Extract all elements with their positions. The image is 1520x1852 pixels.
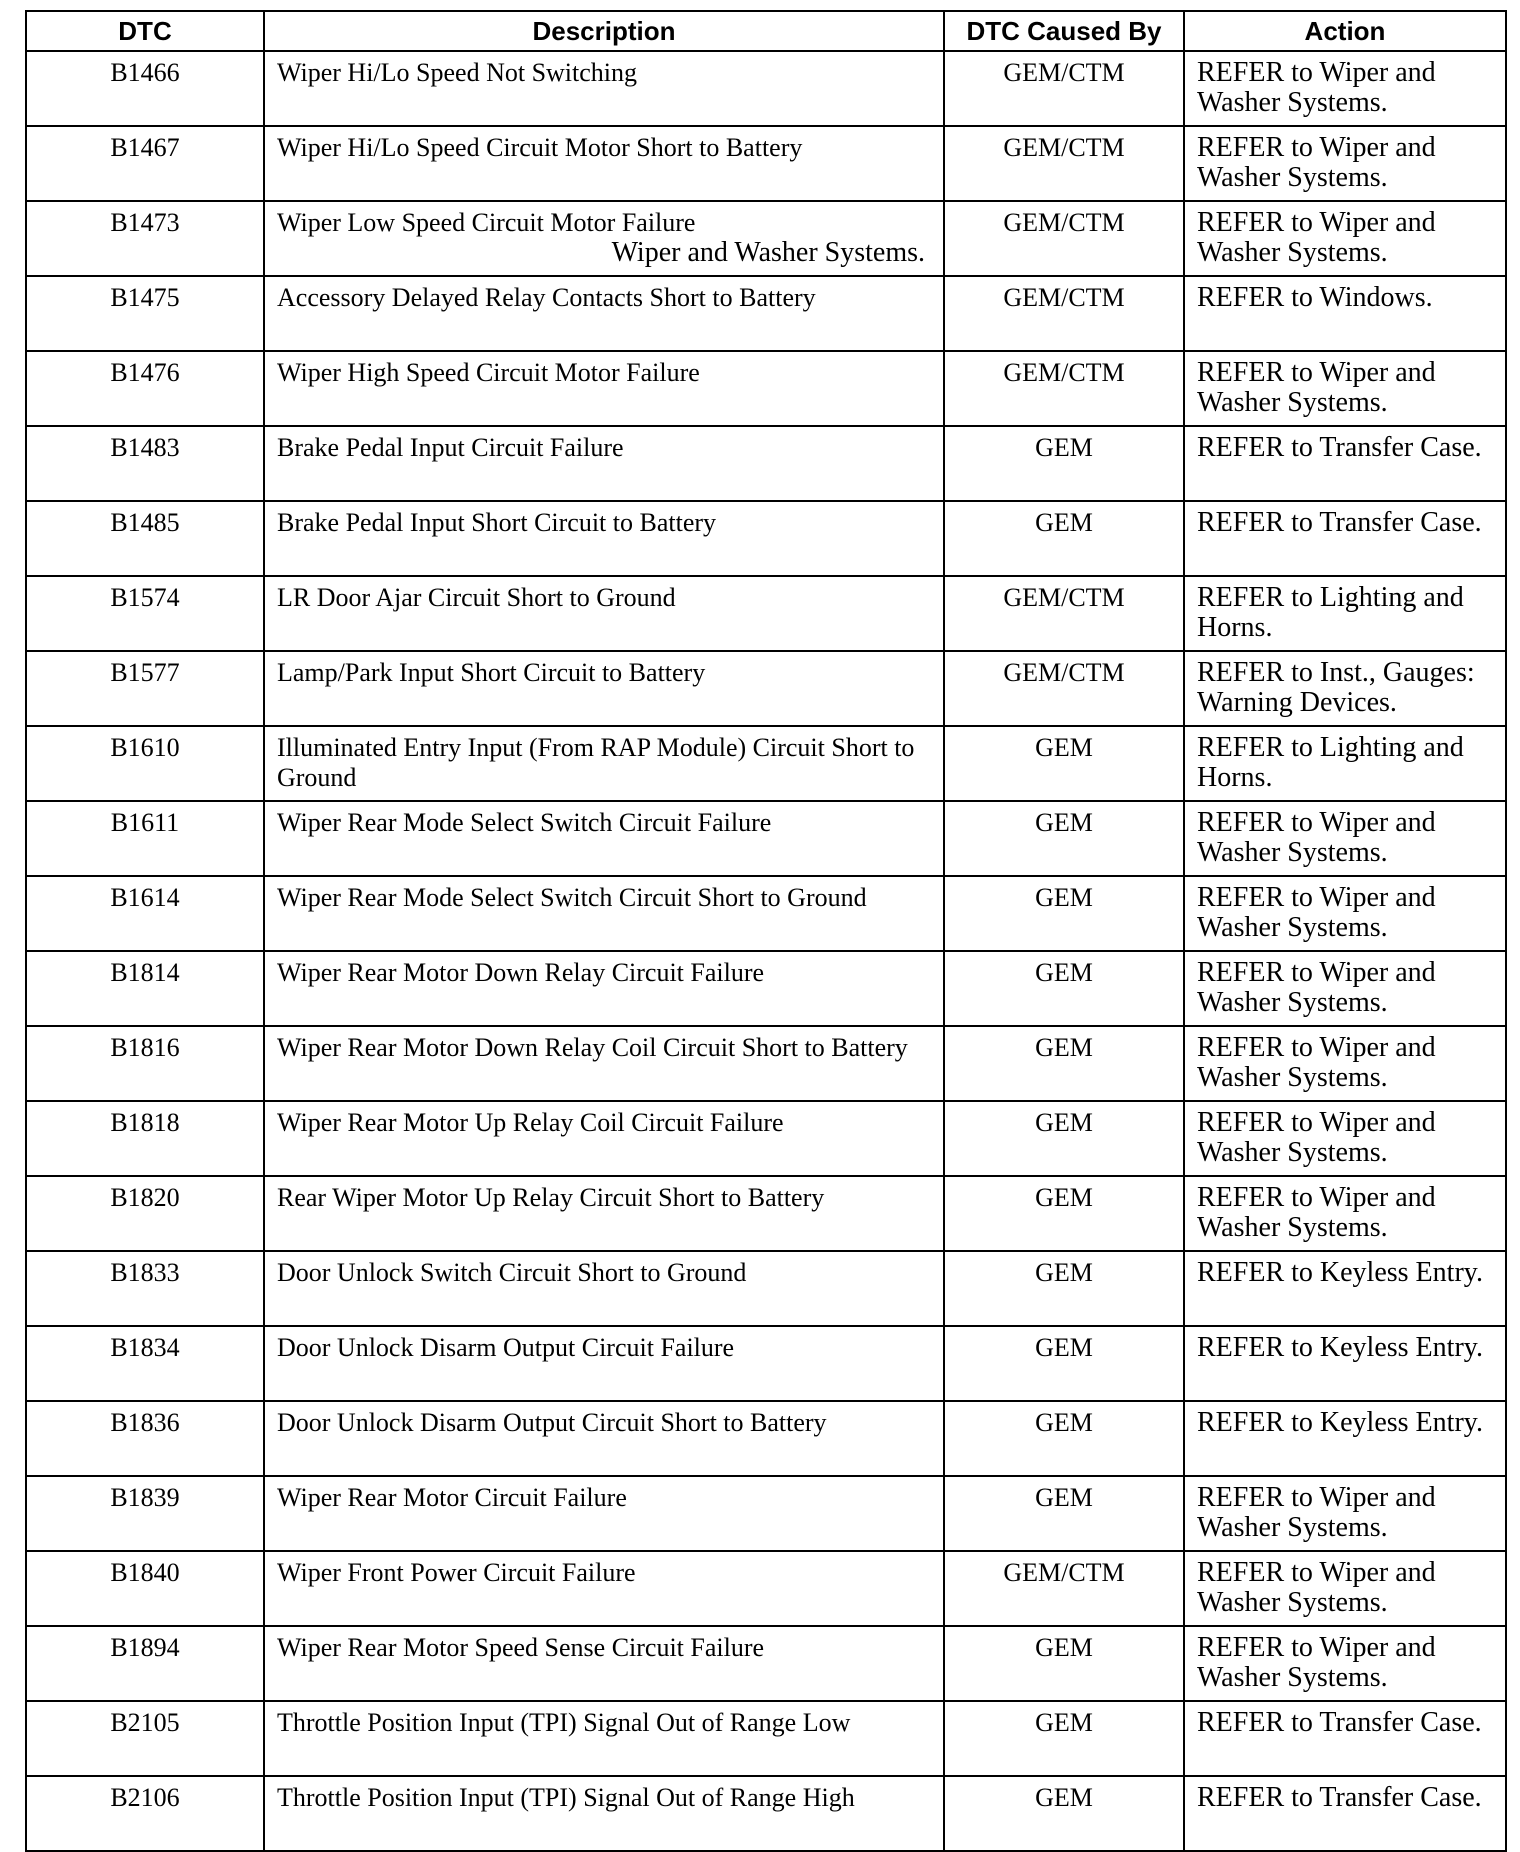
dtc-action <box>1184 1401 1506 1476</box>
dtc-description <box>264 276 944 351</box>
dtc-code <box>26 1476 264 1551</box>
dtc-action-text: REFER to Keyless Entry. <box>1197 1407 1483 1438</box>
table-row <box>26 426 1506 501</box>
dtc-code <box>26 201 264 276</box>
dtc-action <box>1184 951 1506 1026</box>
dtc-caused-by <box>944 126 1184 201</box>
dtc-caused-by <box>944 951 1184 1026</box>
dtc-description <box>264 1401 944 1476</box>
dtc-action <box>1184 126 1506 201</box>
dtc-caused-by-text: GEM <box>1035 1708 1093 1737</box>
dtc-caused-by <box>944 1326 1184 1401</box>
dtc-description <box>264 501 944 576</box>
dtc-description <box>264 651 944 726</box>
table-row <box>26 1251 1506 1326</box>
dtc-action-text: REFER to Wiper and Washer Systems. <box>1197 957 1436 1018</box>
dtc-code <box>26 1551 264 1626</box>
dtc-code <box>26 1176 264 1251</box>
dtc-description-text: Wiper High Speed Circuit Motor Failure <box>277 358 700 387</box>
dtc-caused-by-text: GEM <box>1035 508 1093 537</box>
dtc-caused-by-text: GEM/CTM <box>1003 58 1125 87</box>
dtc-description-text: Wiper Hi/Lo Speed Circuit Motor Short to Battery <box>277 133 803 162</box>
dtc-caused-by <box>944 276 1184 351</box>
dtc-caused-by <box>944 801 1184 876</box>
dtc-caused-by <box>944 1476 1184 1551</box>
dtc-action-text: REFER to Wiper and Washer Systems. <box>1197 807 1436 868</box>
dtc-code <box>26 726 264 801</box>
dtc-action-text: REFER to Wiper and Washer Systems. <box>1197 1482 1436 1543</box>
dtc-description-text: Door Unlock Switch Circuit Short to Ground <box>277 1258 747 1287</box>
dtc-action-text: REFER to Transfer Case. <box>1197 507 1482 538</box>
dtc-description <box>264 1476 944 1551</box>
dtc-code-text: B1476 <box>110 358 180 387</box>
dtc-description <box>264 1251 944 1326</box>
table-row <box>26 1326 1506 1401</box>
dtc-caused-by <box>944 1626 1184 1701</box>
dtc-code-text: B1610 <box>110 733 180 762</box>
dtc-caused-by-text: GEM <box>1035 1483 1093 1512</box>
dtc-action <box>1184 1776 1506 1851</box>
table-row <box>26 1476 1506 1551</box>
dtc-code-text: B1894 <box>110 1633 180 1662</box>
dtc-description-text: Wiper Rear Motor Up Relay Coil Circuit Failure <box>277 1108 784 1137</box>
dtc-caused-by-text: GEM/CTM <box>1003 658 1125 687</box>
table-row <box>26 576 1506 651</box>
dtc-code-text: B1834 <box>110 1333 180 1362</box>
dtc-description-text: Throttle Position Input (TPI) Signal Out of Range High <box>277 1783 855 1812</box>
dtc-caused-by <box>944 1101 1184 1176</box>
dtc-code-text: B1816 <box>110 1033 180 1062</box>
dtc-caused-by <box>944 1251 1184 1326</box>
dtc-action-text: REFER to Wiper and Washer Systems. <box>1197 1032 1436 1093</box>
dtc-code-text: B1818 <box>110 1108 180 1137</box>
dtc-caused-by-text: GEM <box>1035 1333 1093 1362</box>
dtc-description <box>264 426 944 501</box>
dtc-code-text: B1833 <box>110 1258 180 1287</box>
dtc-description-text: Wiper Rear Motor Down Relay Coil Circuit Short to Battery <box>277 1033 908 1062</box>
dtc-description-text: Wiper Rear Mode Select Switch Circuit Failure <box>277 808 772 837</box>
dtc-code-text: B1611 <box>110 808 180 837</box>
dtc-description-text: Accessory Delayed Relay Contacts Short to Battery <box>277 283 816 312</box>
dtc-code-text: B1614 <box>110 883 180 912</box>
dtc-action-text: REFER to Wiper and Washer Systems. <box>1197 357 1436 418</box>
dtc-caused-by <box>944 651 1184 726</box>
dtc-description-text: Wiper Rear Motor Speed Sense Circuit Failure <box>277 1633 765 1662</box>
dtc-code <box>26 1776 264 1851</box>
dtc-action-text: REFER to Wiper and Washer Systems. <box>1197 207 1436 268</box>
dtc-code <box>26 1026 264 1101</box>
dtc-caused-by <box>944 876 1184 951</box>
dtc-description <box>264 576 944 651</box>
dtc-caused-by <box>944 726 1184 801</box>
table-row <box>26 1551 1506 1626</box>
dtc-action-text: REFER to Wiper and Washer Systems. <box>1197 1632 1436 1693</box>
table-row <box>26 1626 1506 1701</box>
dtc-code-text: B1473 <box>110 208 180 237</box>
dtc-description-text: Wiper Rear Motor Circuit Failure <box>277 1483 627 1512</box>
dtc-action <box>1184 876 1506 951</box>
dtc-action-text: REFER to Inst., Gauges: Warning Devices. <box>1197 657 1475 718</box>
dtc-code-text: B2106 <box>110 1783 180 1812</box>
dtc-code-text: B1475 <box>110 283 180 312</box>
dtc-action-text: REFER to Wiper and Washer Systems. <box>1197 57 1436 118</box>
header-row <box>26 11 1506 51</box>
dtc-code <box>26 876 264 951</box>
dtc-code <box>26 51 264 126</box>
dtc-description-extra: Wiper and Washer Systems. <box>611 237 925 268</box>
dtc-action <box>1184 1176 1506 1251</box>
dtc-table <box>25 10 1507 1852</box>
dtc-caused-by <box>944 201 1184 276</box>
dtc-description <box>264 1701 944 1776</box>
dtc-caused-by <box>944 51 1184 126</box>
dtc-code <box>26 576 264 651</box>
dtc-caused-by-text: GEM/CTM <box>1003 133 1125 162</box>
dtc-description-text: Door Unlock Disarm Output Circuit Short to Battery <box>277 1408 827 1437</box>
dtc-code <box>26 1251 264 1326</box>
dtc-action <box>1184 651 1506 726</box>
header-dtc: DTC <box>26 11 264 51</box>
dtc-action-text: REFER to Transfer Case. <box>1197 432 1482 463</box>
dtc-code-text: B1814 <box>110 958 180 987</box>
dtc-action-text: REFER to Keyless Entry. <box>1197 1257 1483 1288</box>
dtc-caused-by <box>944 1701 1184 1776</box>
dtc-code <box>26 1626 264 1701</box>
dtc-caused-by-text: GEM/CTM <box>1003 583 1125 612</box>
dtc-description <box>264 351 944 426</box>
dtc-code <box>26 1701 264 1776</box>
dtc-description-text: Wiper Hi/Lo Speed Not Switching <box>277 58 638 87</box>
dtc-action <box>1184 351 1506 426</box>
dtc-code <box>26 801 264 876</box>
table-row <box>26 801 1506 876</box>
dtc-action <box>1184 726 1506 801</box>
dtc-caused-by-text: GEM/CTM <box>1003 208 1125 237</box>
header-description: Description <box>264 11 944 51</box>
dtc-action <box>1184 1476 1506 1551</box>
dtc-caused-by <box>944 1776 1184 1851</box>
table-row <box>26 351 1506 426</box>
dtc-action-text: REFER to Windows. <box>1197 282 1433 313</box>
dtc-action <box>1184 51 1506 126</box>
dtc-code <box>26 1101 264 1176</box>
dtc-caused-by <box>944 426 1184 501</box>
dtc-action-text: REFER to Wiper and Washer Systems. <box>1197 1182 1436 1243</box>
dtc-description-text: Door Unlock Disarm Output Circuit Failure <box>277 1333 735 1362</box>
dtc-caused-by-text: GEM <box>1035 1258 1093 1287</box>
dtc-action-text: REFER to Lighting and Horns. <box>1197 582 1464 643</box>
dtc-action <box>1184 1326 1506 1401</box>
dtc-code <box>26 126 264 201</box>
dtc-description-text: LR Door Ajar Circuit Short to Ground <box>277 583 676 612</box>
dtc-action <box>1184 276 1506 351</box>
dtc-description-text: Wiper Rear Mode Select Switch Circuit Short to Ground <box>277 883 867 912</box>
dtc-caused-by-text: GEM <box>1035 1033 1093 1062</box>
dtc-action-text: REFER to Transfer Case. <box>1197 1707 1482 1738</box>
dtc-description <box>264 951 944 1026</box>
dtc-description <box>264 1626 944 1701</box>
dtc-description-text: Brake Pedal Input Short Circuit to Battery <box>277 508 717 537</box>
dtc-description-text: Lamp/Park Input Short Circuit to Battery <box>277 658 706 687</box>
dtc-caused-by-text: GEM/CTM <box>1003 358 1125 387</box>
table-row <box>26 1026 1506 1101</box>
table-body <box>26 51 1506 1851</box>
dtc-action-text: REFER to Wiper and Washer Systems. <box>1197 882 1436 943</box>
dtc-description <box>264 1101 944 1176</box>
dtc-code-text: B1577 <box>110 658 180 687</box>
dtc-code-text: B1820 <box>110 1183 180 1212</box>
dtc-action <box>1184 1026 1506 1101</box>
table-row <box>26 276 1506 351</box>
table-row <box>26 651 1506 726</box>
dtc-caused-by <box>944 1551 1184 1626</box>
dtc-description <box>264 126 944 201</box>
dtc-code-text: B1485 <box>110 508 180 537</box>
dtc-action <box>1184 201 1506 276</box>
dtc-description <box>264 1176 944 1251</box>
header-action: Action <box>1184 11 1506 51</box>
dtc-description <box>264 1551 944 1626</box>
dtc-code <box>26 1401 264 1476</box>
table-row <box>26 726 1506 801</box>
dtc-action <box>1184 1626 1506 1701</box>
dtc-action <box>1184 576 1506 651</box>
dtc-description <box>264 1776 944 1851</box>
dtc-code-text: B2105 <box>110 1708 180 1737</box>
dtc-caused-by <box>944 576 1184 651</box>
dtc-action-text: REFER to Keyless Entry. <box>1197 1332 1483 1363</box>
table-row <box>26 1176 1506 1251</box>
dtc-action <box>1184 1701 1506 1776</box>
dtc-action-text: REFER to Wiper and Washer Systems. <box>1197 1107 1436 1168</box>
table-row <box>26 1401 1506 1476</box>
dtc-code <box>26 426 264 501</box>
dtc-description <box>264 726 944 801</box>
dtc-description <box>264 1326 944 1401</box>
dtc-description-text: Wiper Front Power Circuit Failure <box>277 1558 636 1587</box>
dtc-caused-by <box>944 501 1184 576</box>
table-header <box>26 11 1506 51</box>
dtc-action-text: REFER to Wiper and Washer Systems. <box>1197 132 1436 193</box>
dtc-description-text: Rear Wiper Motor Up Relay Circuit Short to Battery <box>277 1183 825 1212</box>
dtc-description-text: Throttle Position Input (TPI) Signal Out of Range Low <box>277 1708 851 1737</box>
dtc-action <box>1184 1251 1506 1326</box>
dtc-code-text: B1840 <box>110 1558 180 1587</box>
dtc-code <box>26 651 264 726</box>
dtc-caused-by-text: GEM/CTM <box>1003 1558 1125 1587</box>
dtc-description-text: Wiper Rear Motor Down Relay Circuit Failure <box>277 958 765 987</box>
dtc-action-text: REFER to Wiper and Washer Systems. <box>1197 1557 1436 1618</box>
dtc-caused-by-text: GEM <box>1035 808 1093 837</box>
dtc-action <box>1184 1551 1506 1626</box>
dtc-action <box>1184 426 1506 501</box>
dtc-action <box>1184 1101 1506 1176</box>
dtc-code <box>26 1326 264 1401</box>
dtc-code-text: B1839 <box>110 1483 180 1512</box>
dtc-description <box>264 51 944 126</box>
dtc-caused-by-text: GEM <box>1035 733 1093 762</box>
dtc-caused-by-text: GEM <box>1035 1408 1093 1437</box>
dtc-action-text: REFER to Lighting and Horns. <box>1197 732 1464 793</box>
dtc-code-text: B1836 <box>110 1408 180 1437</box>
dtc-caused-by <box>944 351 1184 426</box>
dtc-caused-by <box>944 1026 1184 1101</box>
table-row <box>26 51 1506 126</box>
dtc-caused-by <box>944 1176 1184 1251</box>
dtc-caused-by-text: GEM <box>1035 433 1093 462</box>
table-row <box>26 951 1506 1026</box>
dtc-description-text: Illuminated Entry Input (From RAP Module) Circuit Short to Ground <box>277 733 915 792</box>
table-row <box>26 876 1506 951</box>
dtc-description <box>264 876 944 951</box>
dtc-caused-by-text: GEM <box>1035 1633 1093 1662</box>
dtc-code-text: B1467 <box>110 133 180 162</box>
dtc-caused-by-text: GEM <box>1035 1783 1093 1812</box>
table-row <box>26 126 1506 201</box>
dtc-code <box>26 501 264 576</box>
dtc-code <box>26 351 264 426</box>
dtc-caused-by-text: GEM <box>1035 958 1093 987</box>
dtc-caused-by-text: GEM/CTM <box>1003 283 1125 312</box>
header-caused-by: DTC Caused By <box>944 11 1184 51</box>
dtc-action <box>1184 501 1506 576</box>
dtc-caused-by <box>944 1401 1184 1476</box>
dtc-code-text: B1466 <box>110 58 180 87</box>
table-row <box>26 201 1506 276</box>
dtc-caused-by-text: GEM <box>1035 883 1093 912</box>
dtc-caused-by-text: GEM <box>1035 1183 1093 1212</box>
dtc-description <box>264 201 944 276</box>
table-row <box>26 1101 1506 1176</box>
dtc-description <box>264 1026 944 1101</box>
dtc-description-text: Brake Pedal Input Circuit Failure <box>277 433 624 462</box>
dtc-description <box>264 801 944 876</box>
table-row <box>26 501 1506 576</box>
dtc-action <box>1184 801 1506 876</box>
dtc-code-text: B1483 <box>110 433 180 462</box>
dtc-code-text: B1574 <box>110 583 180 612</box>
table-row <box>26 1776 1506 1851</box>
dtc-code <box>26 951 264 1026</box>
dtc-action-text: REFER to Transfer Case. <box>1197 1782 1482 1813</box>
table-row <box>26 1701 1506 1776</box>
dtc-code <box>26 276 264 351</box>
dtc-caused-by-text: GEM <box>1035 1108 1093 1137</box>
dtc-description-text: Wiper Low Speed Circuit Motor Failure <box>277 208 696 237</box>
